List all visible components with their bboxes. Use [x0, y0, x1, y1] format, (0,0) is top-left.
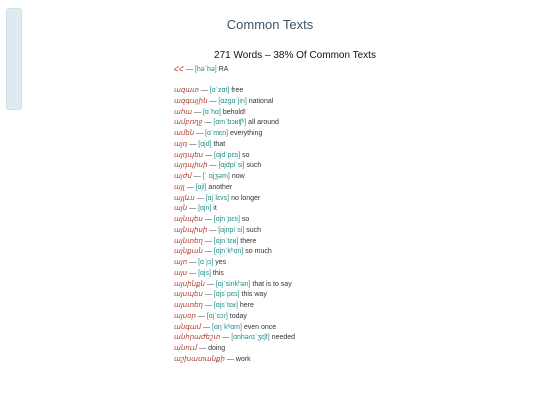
entry-separator: —	[202, 216, 214, 223]
entry-word[interactable]: անում	[174, 345, 198, 352]
entry-word[interactable]: այդպես	[174, 151, 204, 159]
entry-gloss: there	[240, 237, 257, 245]
entry-gloss: needed	[271, 334, 296, 342]
entry-word[interactable]: այսօր	[174, 312, 196, 320]
entry-word[interactable]: անհրաժեշտ	[174, 334, 221, 342]
entry-separator: —	[187, 259, 199, 266]
entry-gloss: RA	[218, 66, 229, 73]
entry-gloss: no longer	[231, 194, 261, 202]
entry-gloss: it	[213, 205, 217, 213]
entry-ipa: [ɑjl]	[195, 183, 207, 191]
entry-ipa: [ɑˈjɔ]	[198, 259, 214, 266]
entry-word[interactable]: այդ	[174, 140, 188, 148]
entry-gloss: everything	[230, 130, 263, 137]
entry-word[interactable]: այնտեղ	[174, 237, 203, 245]
list-item	[174, 161, 295, 172]
list-item	[174, 280, 295, 291]
entry-gloss: such	[246, 226, 262, 234]
entry-ipa: [ˈ ɑjʒəm]	[202, 173, 230, 180]
entry-ipa: [ɑjsˈpɛs]	[213, 291, 240, 299]
list-item	[174, 312, 295, 323]
entry-ipa: [ɑŋˈkʰɑm]	[212, 323, 242, 331]
entry-separator: —	[187, 269, 199, 277]
entry-ipa: [ɑjnˈpɛs]	[213, 216, 240, 223]
entry-ipa: [ɑzgɑˈjin]	[218, 97, 247, 105]
entry-separator: —	[220, 334, 232, 342]
entry-ipa: [ɑˈzɑt]	[209, 87, 230, 94]
entry-ipa: [ɑjnˈtɛʁ]	[213, 237, 239, 245]
entry-ipa: [ɑjnpiˈsi]	[218, 226, 245, 234]
entry-separator: —	[207, 162, 219, 170]
entry-gloss: this	[212, 269, 224, 277]
entry-gloss: so	[241, 216, 250, 223]
entry-gloss: that is to say	[252, 280, 292, 288]
entry-separator: —	[203, 151, 214, 159]
entry-gloss: another	[208, 183, 233, 191]
entry-separator: —	[185, 66, 195, 73]
entry-separator: —	[198, 87, 210, 94]
entry-ipa: [ɑjd]	[198, 140, 212, 148]
word-list	[174, 86, 295, 366]
entry-ipa: [ɑjs]	[198, 269, 211, 277]
list-item	[174, 323, 295, 334]
entry-separator: —	[207, 226, 219, 234]
entry-separator: —	[207, 97, 219, 105]
entry-gloss: this way	[241, 291, 267, 299]
list-item	[174, 194, 295, 205]
list-item	[174, 204, 295, 215]
entry-separator: —	[191, 173, 203, 180]
entry-word[interactable]: այլ	[174, 183, 185, 191]
entry-ipa: [ɑˈhɑ]	[202, 108, 221, 116]
list-item	[174, 172, 295, 183]
list-item	[174, 140, 295, 151]
list-item	[174, 183, 295, 194]
entry-ipa: [həˈhə]	[194, 66, 219, 73]
entry-word[interactable]: այո	[174, 259, 188, 266]
entry-ipa: [ɑjnˈkʰɑn]	[213, 248, 244, 256]
header-entry	[174, 65, 228, 73]
entry-separator: —	[224, 355, 236, 363]
entry-ipa: [ɑmˈbɔʁʧʰ]	[213, 119, 247, 127]
entry-separator: —	[187, 205, 199, 213]
entry-gloss: national	[248, 97, 274, 105]
entry-gloss: so much	[245, 248, 272, 256]
entry-word[interactable]: այստեղ	[174, 302, 203, 309]
entry-separator: —	[201, 323, 213, 331]
entry-separator: —	[192, 108, 203, 116]
entry-gloss: such	[246, 162, 262, 170]
entry-separator: —	[194, 130, 206, 137]
entry-gloss: doing	[208, 345, 226, 352]
entry-separator: —	[202, 119, 214, 127]
entry-word[interactable]: անգամ	[174, 323, 202, 331]
entry-ipa: [ɑjn]	[198, 205, 212, 213]
entry-ipa: [ɑjdpiˈsi]	[218, 162, 245, 170]
list-item	[174, 215, 295, 226]
entry-gloss: here	[239, 302, 254, 309]
entry-separator: —	[187, 140, 199, 148]
entry-word[interactable]: աշխատանքի	[174, 355, 225, 363]
entry-separator: —	[204, 280, 216, 288]
list-item	[174, 237, 295, 248]
entry-separator: —	[202, 248, 214, 256]
entry-word[interactable]: այն	[174, 205, 188, 213]
list-item	[174, 226, 295, 237]
entry-gloss: free	[231, 87, 244, 94]
list-item	[174, 86, 295, 97]
entry-word[interactable]: ազատ	[174, 87, 199, 94]
entry-separator: —	[195, 312, 207, 320]
list-item	[174, 118, 295, 129]
entry-ipa: [ɑjdˈpɛs]	[214, 151, 241, 159]
entry-gloss: now	[231, 173, 245, 180]
page-title: Common Texts	[226, 17, 314, 32]
entry-word[interactable]: այնպիսի	[174, 226, 208, 234]
entry-word[interactable]: ամբողջ	[174, 119, 203, 127]
entry-gloss: all around	[248, 119, 279, 127]
entry-word[interactable]: այնպես	[174, 216, 203, 223]
entry-gloss: behold!	[222, 108, 246, 116]
entry-separator: —	[197, 345, 209, 352]
entry-word[interactable]: ամեն	[174, 130, 195, 137]
entry-gloss: today	[229, 312, 247, 320]
entry-word[interactable]: այս	[174, 269, 188, 277]
entry-ipa: [ɑjˈlɛvs]	[205, 194, 230, 202]
entry-word[interactable]: այսպես	[174, 291, 203, 299]
entry-ipa: [ɑˈmɛn]	[205, 130, 229, 137]
entry-separator: —	[202, 302, 214, 309]
entry-word[interactable]: ՀՀ	[174, 66, 185, 73]
entry-gloss: so	[242, 151, 250, 159]
entry-word[interactable]: այնքան	[174, 248, 203, 256]
entry-word[interactable]: այլևս	[174, 194, 195, 202]
entry-separator: —	[184, 183, 196, 191]
list-item	[174, 269, 295, 280]
list-item	[174, 355, 295, 366]
entry-gloss: yes	[215, 259, 227, 266]
entry-word[interactable]: ազգային	[174, 97, 208, 105]
list-item	[174, 290, 295, 301]
list-item	[174, 258, 295, 269]
entry-word[interactable]: այսինքն	[174, 280, 205, 288]
list-item	[174, 108, 295, 119]
entry-ipa: [ɑnhəɾɑˈʒɛʃt]	[231, 334, 270, 342]
list-item	[174, 97, 295, 108]
entry-separator: —	[202, 291, 214, 299]
list-item	[174, 301, 295, 312]
word-count-summary: 271 Words – 38% Of Common Texts	[214, 50, 376, 61]
entry-gloss: that	[213, 140, 226, 148]
entry-word[interactable]: այդպիսի	[174, 162, 208, 170]
entry-gloss: work	[235, 355, 251, 363]
list-item	[174, 151, 295, 162]
entry-ipa: [ɑjsˈtɛʁ]	[213, 302, 238, 309]
entry-separator: —	[202, 237, 214, 245]
list-item	[174, 333, 295, 344]
list-item	[174, 129, 295, 140]
entry-word[interactable]: ահա	[174, 108, 193, 116]
entry-gloss: even once	[243, 323, 277, 331]
entry-word[interactable]: այժմ	[174, 173, 192, 180]
entry-ipa: [ɑjˈsɔɾ]	[206, 312, 228, 320]
entry-separator: —	[194, 194, 206, 202]
entry-ipa: [ɑjˈsinkʰən]	[215, 280, 251, 288]
list-item	[174, 247, 295, 258]
list-item	[174, 344, 295, 355]
